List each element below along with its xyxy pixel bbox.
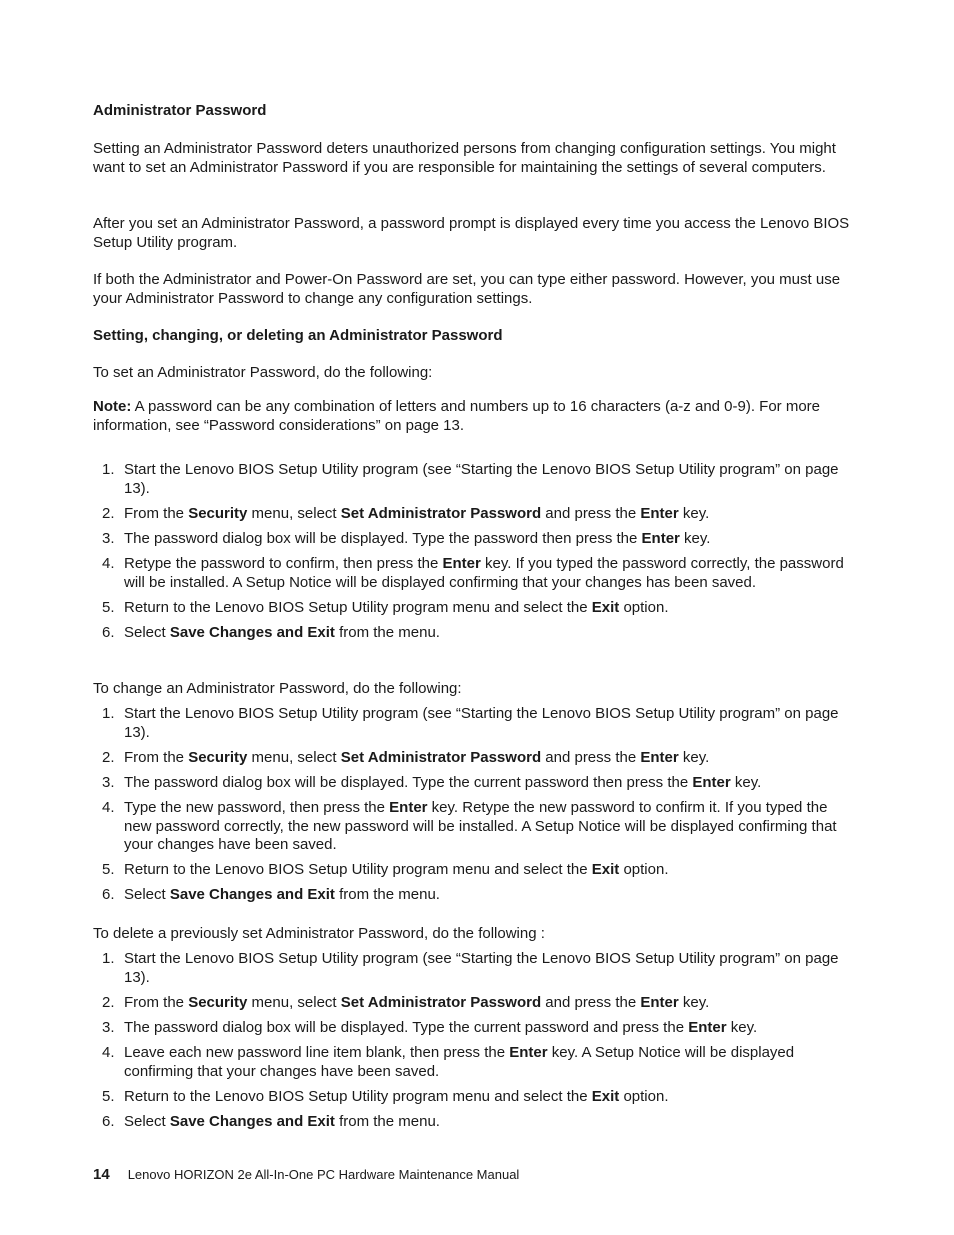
step-text: key. [726, 1019, 758, 1036]
list-item [93, 799, 853, 855]
subsection-heading: Setting, changing, or deleting an Administrator Password [93, 327, 503, 344]
bold-term: Save Changes and Exit [169, 1112, 335, 1130]
list-item [93, 705, 853, 742]
bold-term: Exit [591, 1087, 620, 1105]
bold-term: Security [188, 749, 248, 766]
step-text: key. [679, 530, 711, 547]
list-item [93, 1113, 853, 1132]
step-number: 4. [102, 799, 115, 816]
step-number: 1. [102, 461, 115, 478]
step-number: 5. [102, 1087, 115, 1105]
bold-term: Save Changes and Exit [169, 886, 335, 903]
note-label: Note: [93, 398, 132, 415]
step-text: From the [124, 749, 189, 766]
step-number: 3. [102, 774, 115, 791]
step-text: Return to the Lenovo BIOS Setup Utility program menu and select the [124, 1087, 592, 1105]
step-text: menu, select [247, 994, 341, 1011]
step-text: Select [124, 1112, 170, 1130]
list-item [93, 994, 853, 1013]
list-item [93, 749, 853, 768]
prompt-paragraph: After you set an Administrator Password, a password prompt is displayed every time you access the Lenovo BIOS Setup Utility program. [93, 215, 850, 251]
step-text: option. [619, 861, 669, 878]
step-number: 2. [102, 749, 115, 766]
step-number: 4. [102, 1044, 115, 1061]
step-text: from the menu. [334, 1112, 440, 1130]
page-footer [93, 1166, 519, 1185]
bold-term: Enter [688, 1019, 727, 1036]
page-number: 14 [93, 1166, 110, 1183]
step-text: Start the Lenovo BIOS Setup Utility program (see “Starting the Lenovo BIOS Setup Utility program” on page 13). [124, 950, 839, 986]
both-passwords-paragraph: If both the Administrator and Power-On Password are set, you can type either password. However, you must use your Administrator Password to change any configuration settings. [93, 271, 841, 307]
step-text: The password dialog box will be displayed. Type the current password then press the [124, 774, 693, 791]
step-text: key. [678, 994, 710, 1011]
list-item [93, 886, 853, 905]
step-text: Select [124, 623, 170, 641]
change-intro: To change an Administrator Password, do the following: [93, 680, 462, 697]
list-item [93, 624, 853, 643]
list-item [93, 599, 853, 618]
list-item [93, 505, 853, 524]
section-heading: Administrator Password [93, 102, 267, 119]
step-number: 5. [102, 598, 115, 616]
step-text: Start the Lenovo BIOS Setup Utility program (see “Starting the Lenovo BIOS Setup Utility program” on page 13). [124, 705, 839, 741]
bold-term: Enter [641, 530, 680, 547]
step-text: From the [124, 994, 189, 1011]
step-number: 6. [102, 886, 115, 903]
bold-term: Enter [389, 799, 428, 816]
bold-term: Enter [640, 505, 679, 522]
set-steps-list [93, 461, 853, 649]
list-item [93, 530, 853, 549]
step-text: The password dialog box will be displayed. Type the password then press the [124, 530, 642, 547]
note-text: A password can be any combination of letters and numbers up to 16 characters (a-z and 0-9). For more information, see “Password considerations” on page 13. [93, 398, 821, 434]
step-text: key. Retype the new password to confirm it. If you typed the new password correctly, the new password will be installed. A Setup Notice will be displayed confirming that your changes have been saved. [124, 799, 837, 853]
bold-term: Enter [640, 749, 679, 766]
step-number: 2. [102, 505, 115, 522]
step-text: Type the new password, then press the [124, 799, 390, 816]
step-text: from the menu. [334, 623, 440, 641]
list-item [93, 950, 853, 987]
list-item [93, 1019, 853, 1038]
step-text: menu, select [247, 505, 341, 522]
step-text: Return to the Lenovo BIOS Setup Utility program menu and select the [124, 861, 592, 878]
bold-term: Set Administrator Password [340, 505, 542, 522]
step-number: 3. [102, 530, 115, 547]
list-item [93, 461, 853, 498]
step-text: Start the Lenovo BIOS Setup Utility program (see “Starting the Lenovo BIOS Setup Utility program” on page 13). [124, 461, 839, 497]
bold-term: Exit [591, 598, 620, 616]
bold-term: Set Administrator Password [340, 994, 542, 1011]
step-text: menu, select [247, 749, 341, 766]
list-item [93, 861, 853, 880]
bold-term: Enter [692, 774, 731, 791]
delete-steps-list [93, 950, 853, 1138]
delete-intro: To delete a previously set Administrator Password, do the following : [93, 925, 545, 942]
step-text: Return to the Lenovo BIOS Setup Utility program menu and select the [124, 598, 592, 616]
step-text: key. [678, 749, 710, 766]
intro-paragraph: Setting an Administrator Password deters unauthorized persons from changing configuration settings. You might want to set an Administrator Password if you are responsible for maintaining the settings of several computers. [93, 140, 836, 176]
bold-term: Enter [640, 994, 679, 1011]
bold-term: Enter [442, 555, 481, 572]
step-number: 5. [102, 861, 115, 878]
step-text: and press the [541, 505, 641, 522]
step-number: 1. [102, 705, 115, 722]
list-item [93, 1044, 853, 1081]
step-number: 6. [102, 1112, 115, 1130]
step-text: Leave each new password line item blank, then press the [124, 1044, 510, 1061]
step-text: key. [730, 774, 762, 791]
step-text: key. If you typed the password correctly, the password will be installed. A Setup Notice will be displayed confirming that your changes has been saved. [124, 555, 844, 591]
step-number: 2. [102, 994, 115, 1011]
step-number: 1. [102, 950, 115, 967]
step-number: 6. [102, 623, 115, 641]
bold-term: Security [188, 505, 248, 522]
step-text: From the [124, 505, 189, 522]
manual-title: Lenovo HORIZON 2e All-In-One PC Hardware Maintenance Manual [127, 1167, 520, 1182]
step-text: Retype the password to confirm, then press the [124, 555, 443, 572]
bold-term: Security [188, 994, 248, 1011]
bold-term: Enter [509, 1044, 548, 1061]
step-text: key. A Setup Notice will be displayed confirming that your changes have been saved. [124, 1044, 795, 1080]
step-text: option. [619, 1087, 669, 1105]
set-intro: To set an Administrator Password, do the following: [93, 364, 433, 381]
list-item [93, 555, 853, 592]
step-text: The password dialog box will be displayed. Type the current password and press the [124, 1019, 689, 1036]
list-item [93, 1088, 853, 1107]
step-text: key. [678, 505, 710, 522]
step-text: option. [619, 598, 669, 616]
bold-term: Save Changes and Exit [169, 623, 335, 641]
step-text: Select [124, 886, 170, 903]
change-steps-list [93, 705, 853, 911]
step-text: and press the [541, 994, 641, 1011]
list-item [93, 774, 853, 793]
step-text: and press the [541, 749, 641, 766]
bold-term: Exit [591, 861, 620, 878]
bold-term: Set Administrator Password [340, 749, 542, 766]
step-number: 4. [102, 555, 115, 572]
note-paragraph [93, 398, 853, 435]
step-text: from the menu. [334, 886, 440, 903]
step-number: 3. [102, 1019, 115, 1036]
